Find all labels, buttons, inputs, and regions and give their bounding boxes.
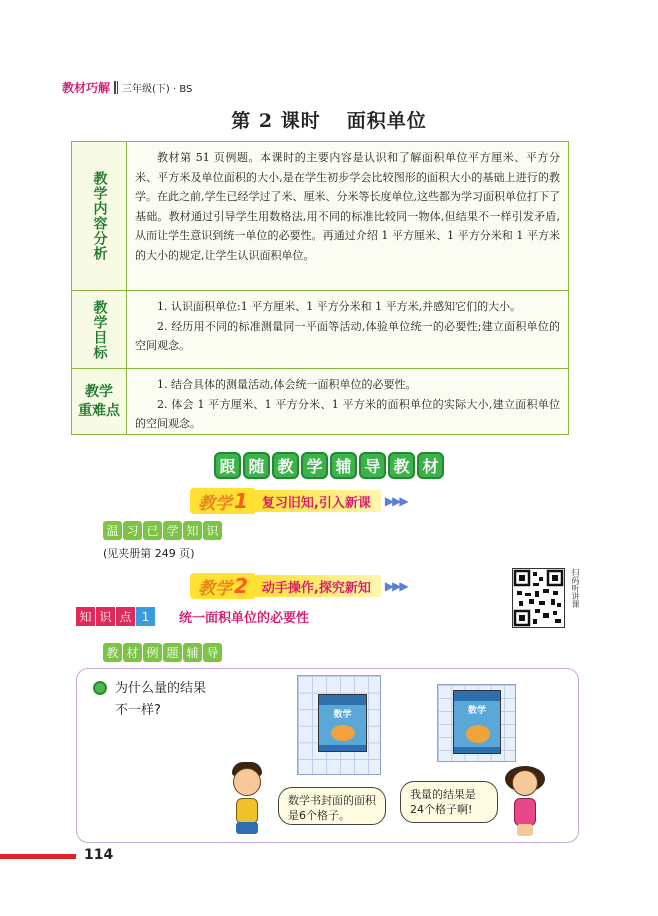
example-question [115,678,245,722]
qr-code-icon[interactable] [512,568,565,628]
step-title: 复习旧知,引入新课 [256,490,381,512]
key-points-text [127,369,568,434]
banner-char: 教 [272,452,299,479]
banner-char: 教 [388,452,415,479]
math-book-icon [453,690,501,754]
page-number: 114 [84,847,114,863]
speech-bubble-girl: 我量的结果是24个格子啊! [400,781,498,823]
qr-code-label: 扫码听讲课 [571,568,580,608]
content-analysis-paragraph: 教材第 51 页例题。本课时的主要内容是认识和了解面积单位平方厘米、平方分米、平方米及单位面积的大小,是在学生初步学会比较图形的面积大小的基础上进行的教学。在此之前,学生已经学过了米、厘米、分米等长度单位,这些都为学习面积单位打下了基础。教材通过引导学生用数格法,用不同的标准比较同一物体,但结果不一样引发矛盾,从而让学生意识到统一单位的必要性。再通过介绍 1 平方厘米、1 平方分米和 1 平方米的大小的规定,让学生认识面积单位。 [135,151,560,262]
header-divider-thin [117,81,118,94]
review-tag-char: 识 [203,521,222,540]
review-tag-char: 学 [163,521,182,540]
question-line: 为什么量的结果 [115,681,207,696]
book-title: 数学 [467,706,486,716]
key-point-item: 1. 结合具体的测量活动,体会统一面积单位的必要性。 [157,378,417,391]
review-tag-char: 温 [103,521,122,540]
banner-char: 材 [417,452,444,479]
reference-note: (见夹册第 249 页) [103,547,195,560]
review-tag-char: 习 [123,521,142,540]
banner-char: 辅 [330,452,357,479]
example-tag-char: 导 [203,643,222,662]
key-points-label [72,369,127,434]
grade-label: 三年级(下) · BS [122,83,193,95]
page-number-bar [0,854,76,859]
knowledge-point-title: 统一面积单位的必要性 [179,611,310,626]
goal-item: 2. 经历用不同的标准测量同一平面等活动,体验单位统一的必要性;建立面积单位的空间观念。 [135,319,560,352]
knowledge-tag-char: 识 [96,607,115,626]
knowledge-point-number: 1 [136,607,155,626]
example-tag-char: 教 [103,643,122,662]
girl-character-icon [505,762,545,842]
banner-char: 随 [243,452,270,479]
teaching-goals-label: 教学目标 [72,291,127,368]
section-banner [214,452,444,480]
math-book-icon [318,694,367,752]
step-number: 2 [234,574,248,598]
goal-item: 1. 认识面积单位:1 平方厘米、1 平方分米和 1 平方米,并感知它们的大小。 [157,300,522,313]
review-tag [103,521,222,540]
boy-character-icon [226,762,266,842]
review-tag-char: 知 [183,521,202,540]
key-points-row [72,369,568,434]
content-analysis-row [72,142,568,291]
arrow-right-icon: ▶▶▶ [384,579,407,593]
knowledge-tag-char: 点 [116,607,135,626]
running-header [62,78,192,96]
step-title: 动手操作,探究新知 [256,575,381,597]
lesson-topic: 面积单位 [346,110,427,132]
arrow-right-icon: ▶▶▶ [384,494,407,508]
example-tag-char: 辅 [183,643,202,662]
key-points-label-line: 重难点 [78,402,120,419]
example-tag-char: 材 [123,643,142,662]
teaching-goals-text [127,291,568,368]
knowledge-point-heading [76,607,309,626]
bullet-dot-icon [93,681,107,695]
teaching-goals-row [72,291,568,369]
header-divider [114,81,116,94]
step-number: 1 [234,489,248,513]
lesson-title [0,106,658,133]
lesson-number: 第 2 课时 [231,110,321,132]
step-badge: 教学 1 [190,488,256,514]
step-2-heading [190,573,407,599]
key-point-item: 2. 体会 1 平方厘米、1 平方分米、1 平方米的面积单位的实际大小,建立面积单位的空间观念。 [135,397,560,430]
banner-char: 导 [359,452,386,479]
example-tag [103,643,222,662]
qr-pattern [513,569,564,627]
knowledge-point-tag [76,607,155,626]
step-1-heading [190,488,407,514]
example-tag-char: 例 [143,643,162,662]
review-tag-char: 已 [143,521,162,540]
banner-char: 跟 [214,452,241,479]
banner-char: 学 [301,452,328,479]
book-title: 数学 [333,710,352,720]
key-points-label-line: 教学 [85,383,113,400]
speech-bubble-boy: 数学书封面的面积是6个格子。 [278,787,386,825]
question-line: 不一样? [115,703,161,718]
lesson-info-table [71,141,569,435]
book-brand: 教材巧解 [62,80,111,95]
example-tag-char: 题 [163,643,182,662]
step-badge: 教学 2 [190,573,256,599]
content-analysis-text [127,142,568,290]
content-analysis-label: 教学内容分析 [72,142,127,290]
knowledge-tag-char: 知 [76,607,95,626]
